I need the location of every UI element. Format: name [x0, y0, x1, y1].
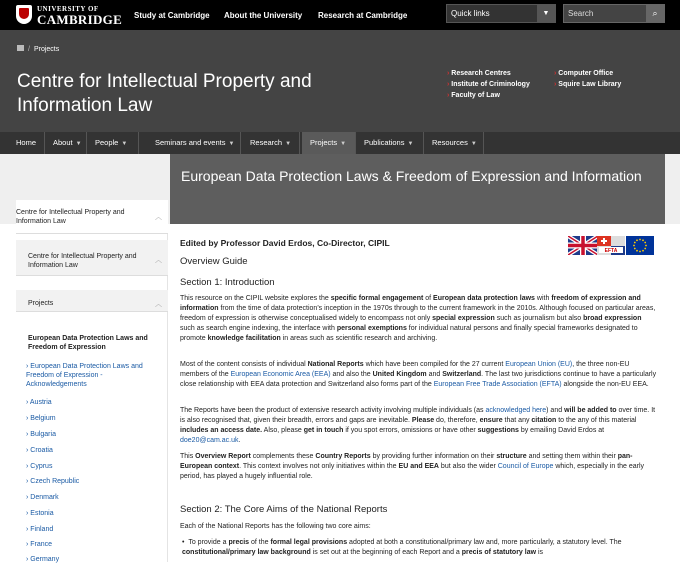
text: broad expression [583, 315, 642, 322]
text: structure [496, 453, 527, 460]
nav-about[interactable] [45, 132, 87, 154]
chevron-down-icon: ▼ [285, 141, 292, 147]
text: for individual natural persons and finally special frameworks designated to promote [180, 325, 638, 342]
breadcrumb [17, 45, 59, 53]
section1-heading: Section 1: Introduction [180, 277, 275, 288]
site-header [0, 30, 680, 132]
efta-flag-icon [597, 236, 625, 255]
council-europe-link[interactable]: Council of Europe [497, 463, 554, 470]
nav-research-label: Research [250, 138, 283, 147]
overview-heading: Overview Guide [180, 256, 248, 267]
text: EU and EEA [398, 463, 439, 470]
text: get in touch [303, 427, 344, 434]
text: which, especially in the early period, has played a hugely influential role. [180, 463, 645, 480]
main-nav [0, 132, 680, 154]
page-title: European Data Protection Laws & Freedom of Expression and Information [170, 154, 665, 224]
nav-about-label: About [53, 138, 73, 147]
chevron-up-icon[interactable]: ︿ [155, 301, 162, 308]
chevron-down-icon: ▼ [340, 141, 347, 147]
text: alongside the non-EU EEA. [561, 381, 649, 388]
text: in areas such as scientific research and archiving. [280, 335, 438, 342]
text: by providing further information on their [370, 453, 497, 460]
acknowledged-link[interactable]: acknowledged here [485, 407, 547, 414]
uk-flag-icon [568, 236, 598, 255]
text: by emailing David Erdos at [518, 427, 605, 434]
text: United Kingdom [372, 371, 427, 378]
text: special expression [432, 315, 495, 322]
nav-research[interactable] [242, 132, 300, 154]
text: that any [502, 417, 532, 424]
text: is set out at the beginning of each Report and a [310, 549, 462, 556]
email-link[interactable]: doe20@cam.ac.uk [180, 437, 239, 444]
text: Most of the content consists of individual [180, 361, 308, 368]
sidebar-item-cipil[interactable] [16, 200, 168, 234]
efta-link[interactable]: European Free Trade Association (EFTA) [433, 381, 562, 388]
text: This [180, 453, 196, 460]
eu-link[interactable]: European Union (EU) [505, 361, 573, 368]
home-icon[interactable] [17, 45, 24, 51]
text: Switzerland [442, 371, 482, 378]
chevron-down-icon: ▼ [121, 141, 128, 147]
text: but also the wider [438, 463, 498, 470]
chevron-down-icon: ▼ [470, 141, 477, 147]
text: with [534, 295, 552, 302]
nav-seminars-label: Seminars and events [155, 138, 226, 147]
quick-links-label: Quick links [451, 9, 490, 18]
text: do, therefore, [434, 417, 480, 424]
flags-image [568, 236, 654, 256]
section2-heading: Section 2: The Core Aims of the National Reports [180, 504, 388, 515]
text: Please [411, 417, 435, 424]
text: precis of statutory law [461, 549, 537, 556]
text: precis [228, 539, 250, 546]
sidebar-link-czech[interactable]: › Czech Republic [26, 477, 79, 486]
search-input[interactable] [563, 4, 665, 23]
text: Country Reports [315, 453, 371, 460]
chevron-down-icon: ▼ [228, 141, 235, 147]
sidebar-current-page: European Data Protection Laws and Freedom of Expression [28, 335, 148, 351]
text: such as search engine indexing, the interface with [180, 325, 337, 332]
text: and also the [330, 371, 373, 378]
sidebar-link-cyprus[interactable]: › Cyprus [26, 462, 52, 471]
nav-publications[interactable] [356, 132, 424, 154]
university-logo[interactable] [16, 4, 128, 26]
nav-people-label: People [95, 138, 119, 147]
text: includes an access date. [180, 427, 263, 434]
text: of the [249, 539, 271, 546]
sidebar-item-projects[interactable] [16, 290, 168, 312]
sidebar-item-label: Centre for Intellectual Property and Information Law [28, 253, 137, 269]
sidebar-link-denmark[interactable]: › Denmark [26, 493, 59, 502]
text: pan-European context [180, 453, 633, 470]
text: complements these [250, 453, 316, 460]
chevron-up-icon[interactable]: ︿ [155, 257, 162, 264]
svg-text:EFTA: EFTA [604, 248, 618, 254]
text: which have been compiled for the 27 current [363, 361, 506, 368]
breadcrumb-separator: / [28, 46, 30, 53]
sidebar-item-label: Centre for Intellectual Property and Information Law [16, 209, 125, 225]
sidebar-link-belgium[interactable]: › Belgium [26, 414, 56, 423]
nav-publications-label: Publications [364, 138, 405, 147]
text: European data protection laws [433, 295, 535, 302]
crest-icon [16, 5, 32, 24]
chevron-down-icon: ▼ [407, 141, 414, 147]
text: citation [531, 417, 557, 424]
logo-line1: UNIVERSITY OF [37, 5, 99, 13]
sidebar-item-label: Projects [28, 300, 54, 307]
nav-projects[interactable] [302, 132, 356, 154]
text: if you spot errors, omissions or have other [343, 427, 478, 434]
text: constitutional/primary law background [182, 549, 311, 556]
text: . [238, 437, 241, 444]
research-centres-link[interactable]: › Research Centres [447, 70, 511, 77]
text: suggestions [477, 427, 519, 434]
sidebar-link-acknowledgements[interactable]: › European Data Protection Laws and Freedom of Expression - Acknowledgements [26, 362, 156, 389]
text: National Reports [307, 361, 364, 368]
sidebar-link-austria[interactable]: › Austria [26, 398, 52, 407]
bullet: • [182, 539, 189, 546]
breadcrumb-projects[interactable]: Projects [33, 46, 60, 53]
text: personal exemptions [336, 325, 407, 332]
search-icon[interactable]: ⌕ [646, 5, 664, 22]
sidebar-link-germany[interactable]: › Germany [26, 555, 59, 564]
editor-line: Edited by Professor David Erdos, Co-Director, CIPIL [180, 238, 390, 248]
faculty-law-link[interactable]: › Faculty of Law [447, 92, 500, 99]
text: such as journalism but also [494, 315, 584, 322]
about-link[interactable]: About the University [224, 11, 303, 20]
logo-line2: CAMBRIDGE [37, 12, 123, 27]
text: Also, please [262, 427, 304, 434]
text: and setting them within their [526, 453, 618, 460]
aims-intro: Each of the National Reports has the following two core aims: [180, 523, 371, 530]
research-paragraph [180, 406, 658, 446]
nav-resources[interactable] [424, 132, 484, 154]
text: over time. It is also recognised that, given their breadth, errors and gaps are inevitable. [180, 407, 656, 424]
text: and [426, 371, 443, 378]
text: of [423, 295, 434, 302]
nav-people[interactable] [87, 132, 139, 154]
nav-resources-label: Resources [432, 138, 468, 147]
criminology-link[interactable]: › Institute of Criminology [447, 81, 530, 88]
chevron-down-icon: ▼ [75, 141, 82, 147]
site-title[interactable]: Centre for Intellectual Property and Information Law [17, 71, 312, 116]
text: To provide a [188, 539, 229, 546]
sidebar-link-estonia[interactable]: › Estonia [26, 509, 54, 518]
nav-home[interactable] [8, 132, 45, 154]
squire-library-link[interactable]: › Squire Law Library [554, 81, 621, 88]
sidebar-link-finland[interactable]: › Finland [26, 525, 53, 534]
nav-projects-label: Projects [310, 138, 338, 147]
sidebar-item-cipil-2[interactable] [16, 240, 168, 276]
nav-home-label: Home [16, 138, 37, 147]
text: ensure [479, 417, 503, 424]
text: freedom of expression and information [180, 295, 641, 312]
study-link[interactable]: Study at Cambridge [134, 11, 210, 20]
text: adopted at both a constitutional/primary law and, more particularly, a statutory level. The [347, 539, 622, 546]
top-bar [0, 0, 680, 30]
sidebar-link-bulgaria[interactable]: › Bulgaria [26, 430, 56, 439]
chevron-down-icon: ▼ [537, 5, 555, 22]
intro-paragraph [180, 294, 658, 344]
eea-link[interactable]: European Economic Area (EEA) [230, 371, 331, 378]
text: . The last two jurisdictions continue to have a particularly close relationship with EEA data protection and Switzerland also forms part of the [180, 371, 657, 388]
text: This resource on the CIPIL website explores the [180, 295, 331, 302]
sidebar-link-croatia[interactable]: › Croatia [26, 446, 53, 455]
computer-office-link[interactable]: › Computer Office [554, 70, 613, 77]
text: is [536, 549, 544, 556]
sidebar [16, 200, 168, 562]
overview-paragraph [180, 452, 658, 482]
reports-paragraph [180, 360, 658, 390]
quick-links-select[interactable] [446, 4, 556, 23]
text: specific formal engagement [330, 295, 424, 302]
nav-seminars[interactable] [147, 132, 241, 154]
aim-bullet-1 [182, 538, 658, 558]
text: . This context involves not only initiatives within the [239, 463, 399, 470]
sidebar-link-france[interactable]: › France [26, 540, 52, 549]
text: will be added to [564, 407, 617, 414]
text: from the time of data protection's inception in the 1970s through to the current framework in the 2010s. Although focused on particular areas, freedom of expression is otherwise conceptualised widely to encompass not only [180, 305, 656, 322]
text: Overview Report [195, 453, 251, 460]
text: to the any of this material [556, 417, 637, 424]
text: formal legal provisions [270, 539, 348, 546]
text: ) and [546, 407, 565, 414]
text: , the three non-EU members of the [180, 361, 630, 378]
text: knowledge facilitation [207, 335, 281, 342]
research-link[interactable]: Research at Cambridge [318, 11, 408, 20]
eu-flag-icon [626, 236, 654, 255]
search-placeholder: Search [568, 9, 594, 18]
text: The Reports have been the product of extensive research activity involving multiple individuals (as [180, 407, 486, 414]
chevron-up-icon[interactable]: ︿ [155, 214, 162, 221]
